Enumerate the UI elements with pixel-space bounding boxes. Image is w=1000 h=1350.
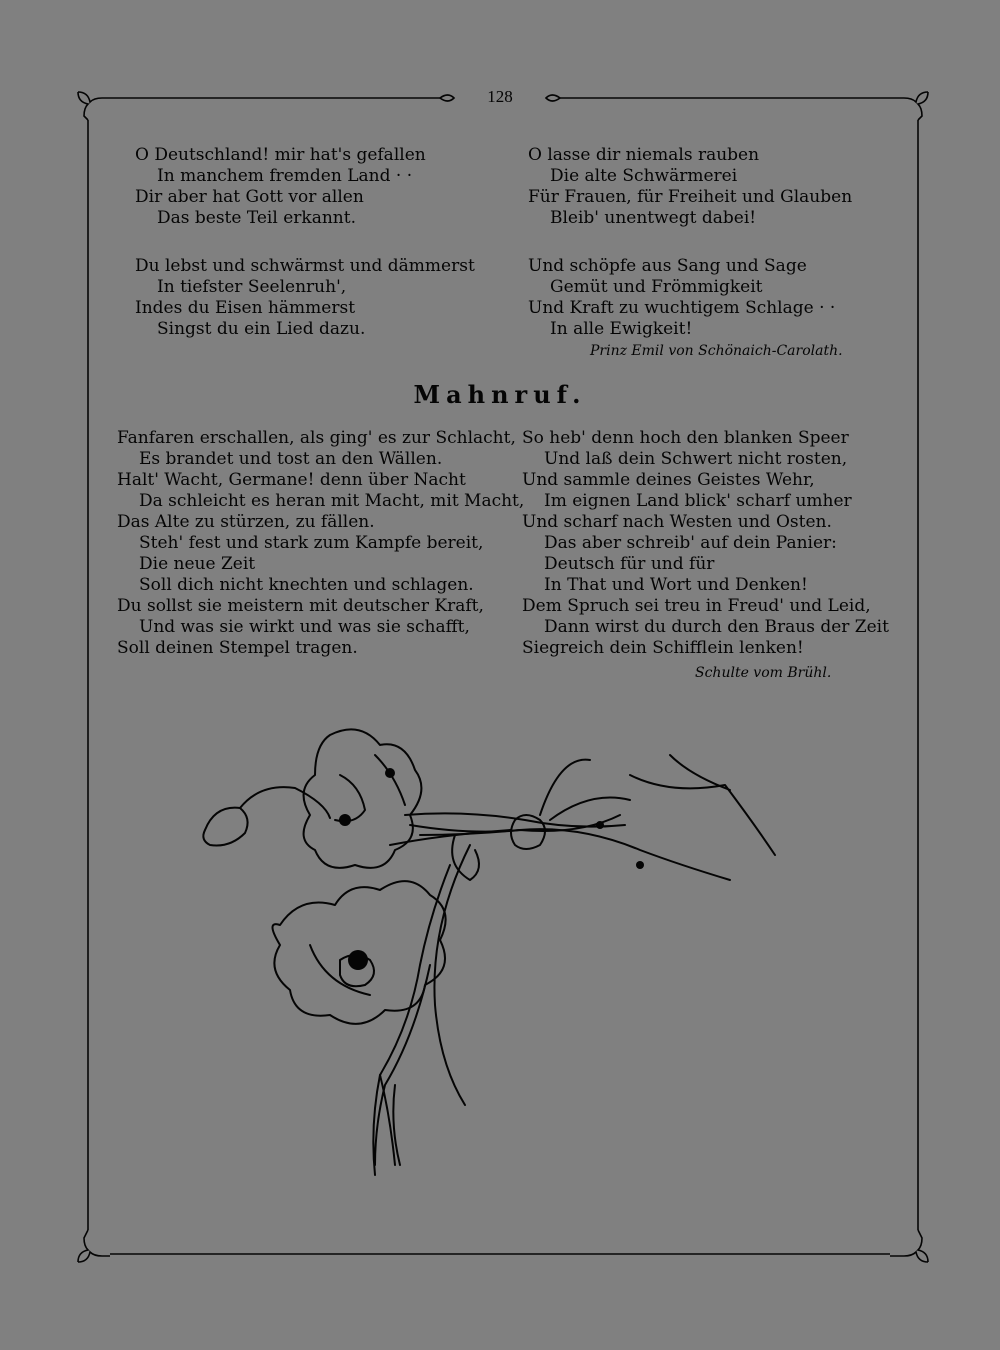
poem-line: Siegreich dein Schifflein lenken! bbox=[522, 638, 804, 658]
poem-line: Soll dich nicht knechten und schlagen. bbox=[139, 575, 474, 595]
poem-line: Und was sie wirkt und was sie schafft, bbox=[139, 617, 470, 637]
poem-line: Du lebst und schwärmst und dämmerst bbox=[135, 256, 475, 276]
poem-line: Singst du ein Lied dazu. bbox=[157, 319, 366, 339]
poem-line: Soll deinen Stempel tragen. bbox=[117, 638, 358, 658]
poem-line: Dir aber hat Gott vor allen bbox=[135, 187, 364, 207]
poem-line: Es brandet und tost an den Wällen. bbox=[139, 449, 443, 469]
poem-line: Für Frauen, für Freiheit und Glauben bbox=[528, 187, 853, 207]
poem-line: Da schleicht es heran mit Macht, mit Macht, bbox=[139, 491, 525, 511]
poppy-bud bbox=[203, 808, 247, 846]
poppy-illustration bbox=[190, 715, 810, 1185]
poem-line: Fanfaren erschallen, als ging' es zur Schlacht, bbox=[117, 428, 516, 448]
poem-line: Das Alte zu stürzen, zu fällen. bbox=[117, 512, 375, 532]
poem-stanza bbox=[135, 145, 475, 229]
poem-line: Im eignen Land blick' scharf umher bbox=[544, 491, 852, 511]
poem2-left-column bbox=[117, 428, 524, 659]
poem1-author: Prinz Emil von Schönaich-Carolath. bbox=[590, 343, 843, 359]
poem-line: Indes du Eisen hämmerst bbox=[135, 298, 356, 318]
poem-stanza bbox=[135, 256, 475, 340]
poem-line: Du sollst sie meistern mit deutscher Kraft, bbox=[117, 596, 484, 616]
poem-line: Gemüt und Frömmigkeit bbox=[550, 277, 763, 297]
poem-line: Das beste Teil erkannt. bbox=[157, 208, 356, 228]
poem1-left-column bbox=[135, 145, 475, 367]
poem-line: In alle Ewigkeit! bbox=[550, 319, 693, 339]
poem-line: In manchem fremden Land · · bbox=[157, 166, 413, 186]
poem-line: Deutsch für und für bbox=[544, 554, 715, 574]
poem-line: O Deutschland! mir hat's gefallen bbox=[135, 145, 426, 165]
poem-line: Und sammle deines Geistes Wehr, bbox=[522, 470, 815, 490]
poem-line: Steh' fest und stark zum Kampfe bereit, bbox=[139, 533, 484, 553]
poem-line: Dann wirst du durch den Braus der Zeit bbox=[544, 617, 889, 637]
poem-line: Bleib' unentwegt dabei! bbox=[550, 208, 757, 228]
poem-stanza bbox=[528, 145, 852, 229]
poem-line: O lasse dir niemals rauben bbox=[528, 145, 760, 165]
poem-line: In tiefster Seelenruh', bbox=[157, 277, 347, 297]
poem-line: Das aber schreib' auf dein Panier: bbox=[544, 533, 837, 553]
poem-line: In That und Wort und Denken! bbox=[544, 575, 808, 595]
poem2-title: Mahnruf. bbox=[413, 380, 587, 409]
poem2-author: Schulte vom Brühl. bbox=[695, 665, 832, 681]
poem-line: Dem Spruch sei treu in Freud' und Leid, bbox=[522, 596, 871, 616]
page-number: 128 bbox=[487, 87, 513, 106]
poem-line: Die alte Schwärmerei bbox=[550, 166, 738, 186]
poem-line: Die neue Zeit bbox=[139, 554, 256, 574]
poem1-right-column bbox=[528, 145, 852, 367]
poem-line: So heb' denn hoch den blanken Speer bbox=[522, 428, 849, 448]
poem-line: Und Kraft zu wuchtigem Schlage · · bbox=[528, 298, 836, 318]
poem-line: Und laß dein Schwert nicht rosten, bbox=[544, 449, 848, 469]
poem-line: Halt' Wacht, Germane! denn über Nacht bbox=[117, 470, 466, 490]
poem-stanza bbox=[528, 256, 852, 340]
poem-line: Und scharf nach Westen und Osten. bbox=[522, 512, 832, 532]
poem-line: Und schöpfe aus Sang und Sage bbox=[528, 256, 807, 276]
poem2-right-column bbox=[522, 428, 889, 659]
